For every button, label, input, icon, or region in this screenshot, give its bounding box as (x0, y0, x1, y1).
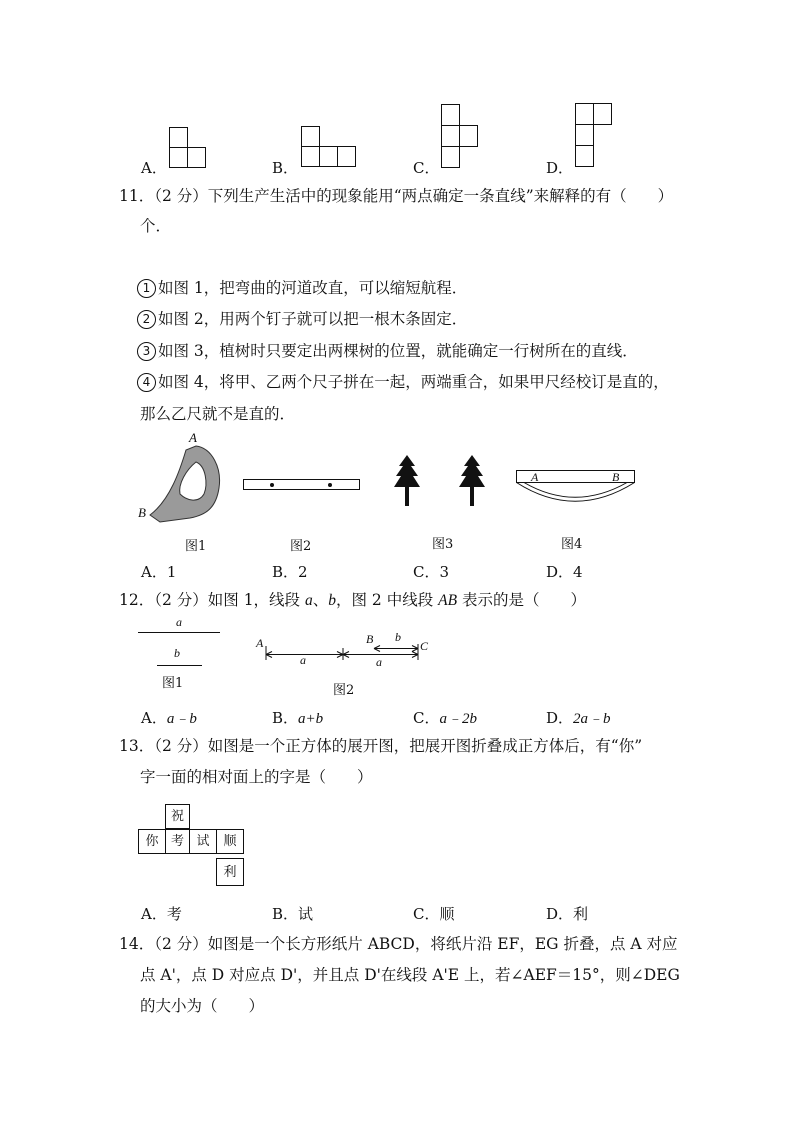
q11-option-a[interactable]: A．1 (141, 563, 177, 581)
q11-fig2-caption: 图2 (290, 539, 312, 554)
q11-stem-line2: 个． (140, 217, 172, 235)
q12-stem-b: b (328, 592, 336, 609)
q12-option-c[interactable] (413, 707, 477, 728)
q13-cell-kao: 考 (165, 829, 190, 854)
q13-cell-ni: 你 (138, 829, 166, 854)
q11-option-d[interactable]: D．4 (546, 563, 583, 581)
q11-item-2-text: 如图 2，用两个钉子就可以把一根木条固定． (158, 310, 468, 328)
q11-item-4-num: 4 (137, 373, 156, 392)
q12-stem-mid: 、 (312, 591, 329, 609)
q12-stem-a: a (304, 592, 313, 609)
q11-item-1-text: 如图 1，把弯曲的河道改直，可以缩短航程． (158, 279, 468, 297)
q12-option-d[interactable] (546, 707, 611, 728)
q12-stem-pre: 12．（2 分）如图 1，线段 (119, 591, 305, 609)
q12-option-a[interactable] (141, 707, 197, 728)
q11-fig1-caption: 图1 (185, 539, 207, 554)
q12-fig1-caption: 图1 (162, 676, 184, 691)
q12-option-b-value: a+b (298, 711, 324, 727)
q13-option-c[interactable]: C．顺 (413, 905, 455, 923)
q13-option-a[interactable]: A．考 (141, 905, 182, 923)
q12-option-c-prefix: C． (413, 709, 440, 727)
q12-option-a-value: a﹣b (166, 711, 197, 727)
q13-stem-line1: 13．（2 分）如图是一个正方体的展开图，把展开图折叠成正方体后，有“你” (119, 737, 643, 755)
q11-item-1-num: 1 (137, 279, 156, 298)
q11-fig4-label-b: B (612, 470, 620, 484)
q10-option-a-label[interactable]: A． (141, 159, 167, 177)
q11-fig1-label-b: B (138, 505, 146, 520)
q11-item-4-line2: 那么乙尺就不是直的． (140, 405, 296, 423)
q12-option-d-value: 2a﹣b (573, 711, 611, 727)
q14-line1: 14．（2 分）如图是一个长方形纸片 ABCD，将纸片沿 EF，EG 折叠，点 A 对应 (119, 935, 678, 953)
q12-fig2-label-b: b (395, 630, 401, 644)
q12-fig1-label-a: a (176, 615, 182, 629)
q11-option-b[interactable]: B．2 (272, 563, 308, 581)
q12-stem-mid2: ，图 2 中线段 (336, 591, 439, 609)
q12-option-b[interactable] (272, 707, 323, 728)
q11-item-2-num: 2 (137, 310, 156, 329)
q13-cell-zhu: 祝 (165, 804, 190, 829)
q11-stem-line1: 11．（2 分）下列生产生活中的现象能用“两点确定一条直线”来解释的有（ ） (119, 187, 674, 205)
q11-fig4-caption: 图4 (561, 537, 583, 552)
q13-option-d[interactable]: D．利 (546, 905, 589, 923)
q12-option-c-value: a﹣2b (439, 711, 477, 727)
q13-cell-shun: 顺 (216, 829, 244, 854)
q10-option-b-label[interactable]: B． (272, 159, 299, 177)
q12-option-a-prefix: A． (141, 709, 167, 727)
q11-item-3-text: 如图 3，植树时只要定出两棵树的位置，就能确定一行树所在的直线． (158, 342, 638, 360)
q12-fig2-label-B: B (366, 632, 374, 646)
q11-item-3-num: 3 (137, 342, 156, 361)
q14-line3: 的大小为（ ） (140, 997, 265, 1015)
q11-fig1-label-a: A (189, 430, 197, 445)
q12-fig2-label-a1: a (300, 653, 306, 667)
q12-fig2-caption: 图2 (333, 683, 355, 698)
q13-cell-shi: 试 (189, 829, 217, 854)
q11-fig4-label-a: A (531, 470, 539, 484)
q13-option-b[interactable]: B．试 (272, 905, 314, 923)
q10-option-d-label[interactable]: D． (546, 159, 574, 177)
q11-option-c[interactable]: C．3 (413, 563, 450, 581)
q12-fig1-label-b: b (174, 646, 180, 660)
q11-item-4-text: 如图 4，将甲、乙两个尺子拼在一起，两端重合，如果甲尺经校订是直的， (158, 373, 669, 391)
q10-option-c-label[interactable]: C． (413, 159, 440, 177)
q11-fig3-caption: 图3 (432, 537, 454, 552)
q12-stem-post: 表示的是（ ） (457, 591, 587, 609)
q12-stem-ab: AB (438, 592, 458, 609)
q12-fig2-label-a2: a (376, 655, 382, 669)
q13-stem-line2: 字一面的相对面上的字是（ ） (140, 768, 373, 786)
q14-line2: 点 A'，点 D 对应点 D'，并且点 D'在线段 A'E 上，若∠AEF＝15°，则∠DEG (140, 966, 680, 984)
q12-option-b-prefix: B． (272, 709, 299, 727)
q12-option-d-prefix: D． (546, 709, 574, 727)
q12-fig2-label-C: C (420, 639, 429, 653)
q12-fig2-label-A: A (256, 636, 264, 650)
q13-cell-li: 利 (216, 858, 244, 886)
